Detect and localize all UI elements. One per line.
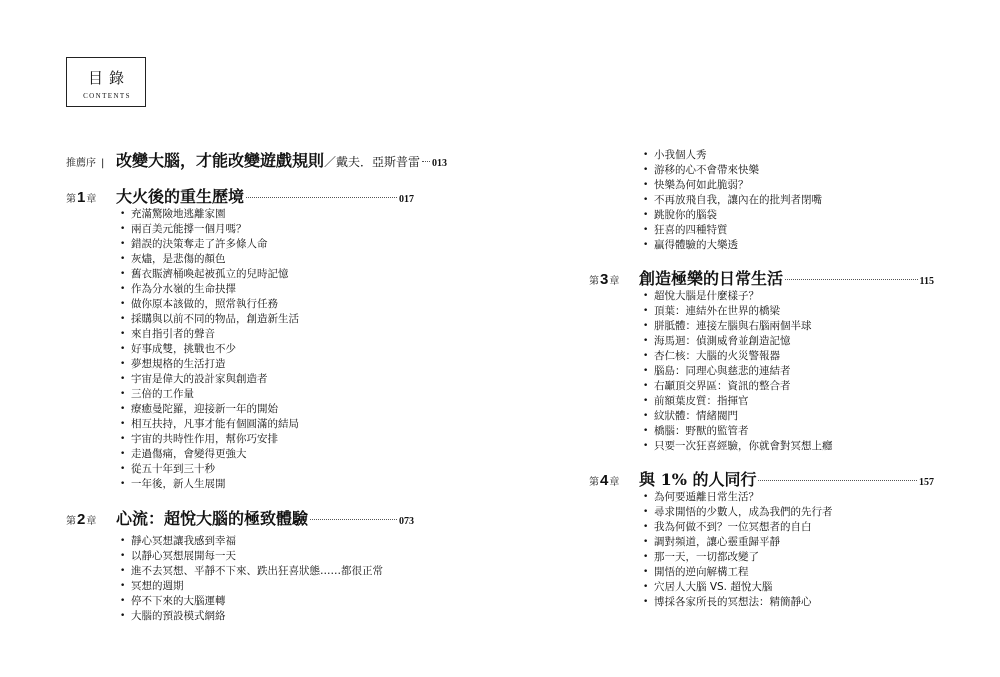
chapter-page: 157 <box>919 477 934 488</box>
section-item[interactable]: • 紋狀體：情緒閥門 <box>643 409 833 424</box>
section-item[interactable]: • 冥想的週期 <box>120 579 383 594</box>
section-item[interactable]: • 兩百美元能撐一個月嗎？ <box>120 222 299 237</box>
chapter-label: 第1章 <box>66 189 97 206</box>
chapter-page: 115 <box>919 276 934 287</box>
section-item[interactable]: • 調對頻道，讓心靈重歸平靜 <box>643 535 833 550</box>
section-item[interactable]: • 博採各家所長的冥想法：精簡靜心 <box>643 595 833 610</box>
section-item[interactable]: • 走過傷痛，會變得更強大 <box>120 447 299 462</box>
section-item[interactable]: • 前額葉皮質：指揮官 <box>643 394 833 409</box>
section-item[interactable]: • 快樂為何如此脆弱？ <box>643 178 822 193</box>
section-item[interactable]: • 夢想規格的生活打造 <box>120 357 299 372</box>
section-item[interactable]: • 好事成雙，挑戰也不少 <box>120 342 299 357</box>
section-item[interactable]: • 贏得體驗的大樂透 <box>643 238 822 253</box>
chapter-title: 創造極樂的日常生活 <box>639 269 784 288</box>
section-item[interactable]: • 大腦的預設模式網絡 <box>120 609 383 624</box>
chapter-2-sections-continued <box>643 148 822 253</box>
section-item[interactable]: • 腦島：同理心與慈悲的連結者 <box>643 364 833 379</box>
chapter-label: 第3章 <box>589 271 620 288</box>
section-item[interactable]: • 只要一次狂喜經驗，你就會對冥想上癮 <box>643 439 833 454</box>
chapter-label: 第4章 <box>589 472 620 489</box>
section-item[interactable]: • 從五十年到三十秒 <box>120 462 299 477</box>
dot-leader <box>785 279 918 280</box>
chapter-2-sections <box>120 534 383 624</box>
chapter-1-heading[interactable] <box>66 184 414 204</box>
chapter-3-heading[interactable] <box>589 266 934 286</box>
chapter-4-heading[interactable] <box>589 467 934 487</box>
toc-title-box <box>66 57 146 107</box>
section-item[interactable]: • 超悅大腦是什麼樣子？ <box>643 289 833 304</box>
section-item[interactable]: • 為何要遁離日常生活？ <box>643 490 833 505</box>
section-item[interactable]: • 海馬迴：偵測威脅並創造記憶 <box>643 334 833 349</box>
section-item[interactable]: • 跳脫你的腦袋 <box>643 208 822 223</box>
section-item[interactable]: • 右顳頂交界區：資訊的整合者 <box>643 379 833 394</box>
section-item[interactable]: • 做你原本該做的，照常執行任務 <box>120 297 299 312</box>
chapter-1-sections <box>120 207 299 492</box>
chapter-title: 心流：超悅大腦的極致體驗 <box>116 509 309 528</box>
section-item[interactable]: • 胼胝體：連接左腦與右腦兩個半球 <box>643 319 833 334</box>
section-item[interactable]: • 三倍的工作量 <box>120 387 299 402</box>
toc-subtitle: CONTENTS <box>83 92 131 100</box>
preface-author: ／戴夫．亞斯普雷 <box>324 155 421 169</box>
section-item[interactable]: • 以靜心冥想展開每一天 <box>120 549 383 564</box>
section-item[interactable]: • 不再放飛自我，讓內在的批判者閉嘴 <box>643 193 822 208</box>
chapter-3-sections <box>643 289 833 454</box>
section-item[interactable]: • 頂葉：連結外在世界的橋梁 <box>643 304 833 319</box>
section-item[interactable]: • 充滿驚險地逃離家園 <box>120 207 299 222</box>
section-item[interactable]: • 狂喜的四種特質 <box>643 223 822 238</box>
section-item[interactable]: • 開悟的逆向解構工程 <box>643 565 833 580</box>
section-item[interactable]: • 尋求開悟的少數人，成為我們的先行者 <box>643 505 833 520</box>
chapter-label: 第2章 <box>66 511 97 528</box>
chapter-2-heading[interactable] <box>66 506 414 526</box>
section-item[interactable]: • 橋腦：野獸的監管者 <box>643 424 833 439</box>
section-item[interactable]: • 錯誤的決策奪走了許多條人命 <box>120 237 299 252</box>
chapter-title: 與 1% 的人同行 <box>639 470 757 489</box>
section-item[interactable]: • 舊衣賑濟桶喚起被孤立的兒時記憶 <box>120 267 299 282</box>
dot-leader <box>422 161 430 162</box>
chapter-4-sections <box>643 490 833 610</box>
section-item[interactable]: • 靜心冥想讓我感到幸福 <box>120 534 383 549</box>
chapter-title: 大火後的重生歷境 <box>116 187 245 206</box>
section-item[interactable]: • 宇宙是偉大的設計家與創造者 <box>120 372 299 387</box>
preface-title: 改變大腦，才能改變遊戲規則／戴夫．亞斯普雷 <box>116 151 421 170</box>
preface-entry[interactable] <box>66 148 448 170</box>
section-item[interactable]: • 停不下來的大腦運轉 <box>120 594 383 609</box>
section-item[interactable]: • 療癒曼陀羅，迎接新一年的開始 <box>120 402 299 417</box>
dot-leader <box>246 197 397 198</box>
section-item[interactable]: • 游移的心不會帶來快樂 <box>643 163 822 178</box>
section-item[interactable]: • 我為何做不到？一位冥想者的自白 <box>643 520 833 535</box>
section-item[interactable]: • 作為分水嶺的生命抉擇 <box>120 282 299 297</box>
section-item[interactable]: • 相互扶持，凡事才能有個圓滿的結局 <box>120 417 299 432</box>
section-item[interactable]: • 穴居人大腦 VS. 超悅大腦 <box>643 580 833 595</box>
preface-page: 013 <box>432 158 448 169</box>
section-item[interactable]: • 來自指引者的聲音 <box>120 327 299 342</box>
section-item[interactable]: • 小我個人秀 <box>643 148 822 163</box>
section-item[interactable]: • 那一天，一切都改變了 <box>643 550 833 565</box>
preface-prefix: 推薦序 | <box>66 158 105 169</box>
section-item[interactable]: • 進不去冥想、平靜不下來、跌出狂喜狀態……都很正常 <box>120 564 383 579</box>
chapter-page: 017 <box>399 194 414 205</box>
section-item[interactable]: • 一年後，新人生展開 <box>120 477 299 492</box>
toc-title: 目錄 <box>87 69 130 87</box>
section-item[interactable]: • 宇宙的共時性作用，幫你巧安排 <box>120 432 299 447</box>
chapter-page: 073 <box>399 516 414 527</box>
dot-leader <box>310 519 397 520</box>
section-item[interactable]: • 杏仁核：大腦的火災警報器 <box>643 349 833 364</box>
dot-leader <box>758 480 917 481</box>
section-item[interactable]: • 灰燼，是悲傷的顏色 <box>120 252 299 267</box>
section-item[interactable]: • 採購與以前不同的物品，創造新生活 <box>120 312 299 327</box>
